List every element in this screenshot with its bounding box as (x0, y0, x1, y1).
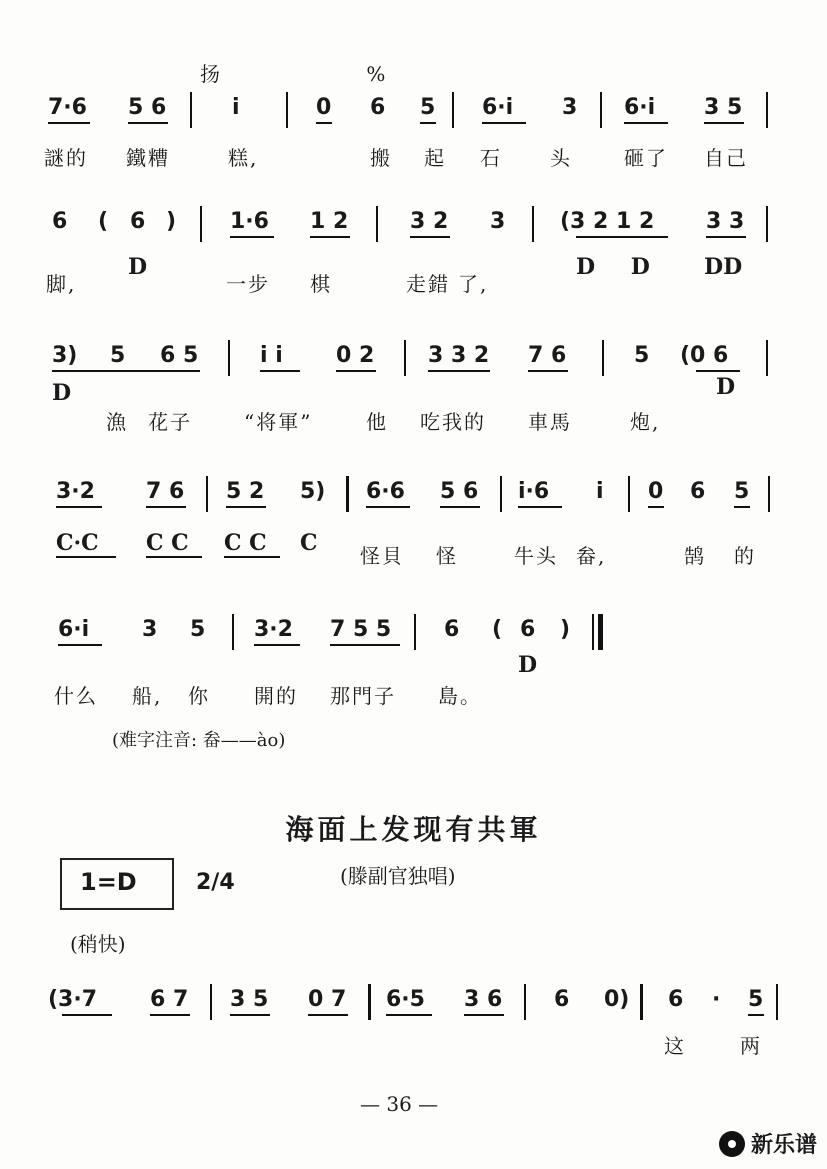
underline (146, 506, 186, 508)
system-3-notes (40, 344, 780, 384)
song-2-system-1 (40, 988, 780, 1068)
underline (704, 122, 744, 124)
time-signature: 2/4 (196, 870, 235, 895)
note: (3 2 1 2 (560, 209, 655, 234)
underline (624, 122, 668, 124)
barline (286, 92, 288, 128)
underline (482, 122, 526, 124)
underline (734, 506, 750, 508)
underline (56, 556, 116, 558)
underline (696, 370, 740, 372)
note: 6 (370, 95, 386, 120)
underline (230, 1014, 270, 1016)
note: ) (166, 209, 177, 234)
note: 6 (520, 617, 536, 642)
underline (58, 644, 102, 646)
note: 3 (562, 95, 578, 120)
barline (776, 984, 778, 1020)
note: 5 (110, 343, 126, 368)
note: 5 2 (226, 479, 265, 504)
underline (648, 506, 664, 508)
lyric: 走錯 (406, 272, 450, 296)
system-1-notes (40, 96, 780, 136)
underline (440, 506, 480, 508)
lyric: 漁 (106, 410, 128, 434)
underline (224, 556, 280, 558)
barline (592, 614, 594, 650)
note: 3·2 (254, 617, 293, 642)
lyric: 花子 (148, 410, 192, 434)
lyric: 这 (664, 1034, 686, 1058)
note: 3 3 (706, 209, 745, 234)
underline (748, 1014, 764, 1016)
note: 0) (604, 987, 630, 1012)
system-1-marks: 扬 % (200, 62, 456, 86)
note: 5 6 (128, 95, 167, 120)
note: 5 6 (440, 479, 479, 504)
barline (346, 476, 349, 512)
lyric: 一步 (226, 272, 270, 296)
underline (518, 506, 562, 508)
chord: C·C (56, 530, 99, 556)
barline (368, 984, 371, 1020)
lyric: 石 (480, 146, 502, 170)
logo-text: 新乐谱 (750, 1133, 817, 1158)
lyric: 牛头 (514, 544, 558, 568)
note: 6·i (624, 95, 656, 120)
final-barline (598, 614, 603, 650)
chord: D (128, 254, 148, 280)
lyric: 棋 (310, 272, 332, 296)
lyric: 头 (550, 146, 572, 170)
note: 5 (734, 479, 750, 504)
lyric: 他 (366, 410, 388, 434)
barline (640, 984, 643, 1020)
note: 7 6 (146, 479, 185, 504)
barline (206, 476, 208, 512)
barline (768, 476, 770, 512)
lyric: 搬 (370, 146, 392, 170)
system-1 (40, 95, 780, 170)
note: (3·7 (48, 987, 98, 1012)
barline (602, 340, 604, 376)
underline (48, 122, 90, 124)
note: 5) (300, 479, 326, 504)
underline (62, 1014, 112, 1016)
chord: C C (146, 530, 189, 556)
note: 3 5 (704, 95, 743, 120)
barline (500, 476, 502, 512)
lyric: 起 (424, 146, 446, 170)
underline (410, 236, 450, 238)
barline (404, 340, 406, 376)
underline (366, 506, 410, 508)
underline (428, 370, 490, 372)
note: 0 (316, 95, 332, 120)
barline (524, 984, 526, 1020)
note: i (232, 95, 240, 120)
note: 0 (648, 479, 664, 504)
lyric: “将軍” (244, 410, 313, 434)
barline (628, 476, 630, 512)
lyric: 脚, (46, 272, 77, 296)
barline (376, 206, 378, 242)
note: 6 (668, 987, 684, 1012)
lyric: 什么 (54, 684, 98, 708)
underline (146, 556, 202, 558)
note: 6·5 (386, 987, 425, 1012)
note: i (596, 479, 604, 504)
underline (316, 122, 332, 124)
lyric: 島。 (438, 684, 482, 708)
barline (414, 614, 416, 650)
chord: D (716, 374, 736, 400)
lyric: 砸了 (624, 146, 668, 170)
barline (766, 206, 768, 242)
note: 5 (634, 343, 650, 368)
underline (330, 644, 400, 646)
lyric: 两 (740, 1034, 762, 1058)
note: 3 6 (464, 987, 503, 1012)
note: i i (260, 343, 283, 368)
barline (532, 206, 534, 242)
key-box (60, 858, 174, 910)
underline (528, 370, 568, 372)
note: 6 (52, 209, 68, 234)
note: i·6 (518, 479, 550, 504)
note: ( (492, 617, 503, 642)
note: 3) (52, 343, 78, 368)
chord: D (52, 380, 72, 406)
note: 3·2 (56, 479, 95, 504)
note: 6·i (58, 617, 90, 642)
lyric: 船, (132, 684, 163, 708)
barline (600, 92, 602, 128)
lyric: 怪貝 (360, 544, 404, 568)
lyric: 炮, (630, 410, 661, 434)
chord: DD (704, 254, 743, 280)
barline (228, 340, 230, 376)
lyric: 自己 (704, 146, 748, 170)
lyric: 的 (734, 544, 756, 568)
system-4 (40, 480, 780, 570)
note: 7 6 (528, 343, 567, 368)
note: 6 (690, 479, 706, 504)
underline (308, 1014, 348, 1016)
note: 5 (748, 987, 764, 1012)
note: · (712, 987, 721, 1012)
system-5-notes (40, 618, 780, 658)
lyric: 了, (458, 272, 489, 296)
note: 6 5 (160, 343, 199, 368)
tempo-marking: (稍快) (70, 932, 126, 956)
underline (576, 236, 668, 238)
note: ) (560, 617, 571, 642)
key-signature: 1=D (80, 868, 137, 896)
lyric: 鹄 (684, 544, 706, 568)
note: 3 2 (410, 209, 449, 234)
song-title: 海面上发现有共軍 (285, 813, 542, 846)
note: 1·6 (230, 209, 269, 234)
barline (190, 92, 192, 128)
record-disc-icon (719, 1131, 745, 1157)
underline (254, 644, 300, 646)
note: 6 (130, 209, 146, 234)
system-2-notes (40, 210, 780, 250)
lyric: 開的 (254, 684, 298, 708)
song-2-notes (40, 988, 780, 1028)
underline (128, 122, 168, 124)
underline (420, 122, 436, 124)
lyric: 那門子 (330, 684, 396, 708)
note: 6·i (482, 95, 514, 120)
note: 5 (190, 617, 206, 642)
chord: C (300, 530, 318, 556)
underline (56, 506, 102, 508)
underline (230, 236, 274, 238)
underline (260, 370, 300, 372)
note: 7 5 5 (330, 617, 392, 642)
note: 5 (420, 95, 436, 120)
note: 6 (444, 617, 460, 642)
lyric: 糕, (228, 146, 259, 170)
lyric: 鐵糟 (126, 146, 170, 170)
barline (232, 614, 234, 650)
chord: C C (224, 530, 267, 556)
note: 0 2 (336, 343, 375, 368)
underline (52, 370, 200, 372)
underline (226, 506, 266, 508)
song-subtitle: (滕副官独唱) (340, 864, 456, 888)
note: 3 (142, 617, 158, 642)
note: 0 7 (308, 987, 347, 1012)
barline (452, 92, 454, 128)
lyric: 車馬 (528, 410, 572, 434)
barline (766, 92, 768, 128)
lyric: 怪 (436, 544, 458, 568)
chord: D D (576, 254, 664, 280)
underline (150, 1014, 190, 1016)
system-5 (40, 618, 780, 708)
note: 6 (554, 987, 570, 1012)
site-logo (719, 1128, 817, 1159)
barline (766, 340, 768, 376)
underline (464, 1014, 504, 1016)
lyric: 吃我的 (420, 410, 486, 434)
note: (0 6 (680, 343, 729, 368)
lyric: 謎的 (44, 146, 88, 170)
note: 6·6 (366, 479, 405, 504)
note: 1 2 (310, 209, 349, 234)
page-number: — 36 — (360, 1092, 439, 1116)
note: 3 (490, 209, 506, 234)
underline (386, 1014, 432, 1016)
note: 6 7 (150, 987, 189, 1012)
system-4-notes (40, 480, 780, 520)
barline (200, 206, 202, 242)
underline (310, 236, 350, 238)
underline (336, 370, 376, 372)
note: 3 5 (230, 987, 269, 1012)
system-2 (40, 210, 780, 300)
lyric: 你 (188, 684, 210, 708)
pronunciation-note: (难字注音: 畚——ào) (112, 730, 286, 751)
underline (706, 236, 746, 238)
note: ( (98, 209, 109, 234)
barline (210, 984, 212, 1020)
note: 3 3 2 (428, 343, 490, 368)
note: 7·6 (48, 95, 87, 120)
system-3 (40, 344, 780, 434)
lyric: 畚, (576, 544, 607, 568)
chord: D (518, 652, 538, 678)
